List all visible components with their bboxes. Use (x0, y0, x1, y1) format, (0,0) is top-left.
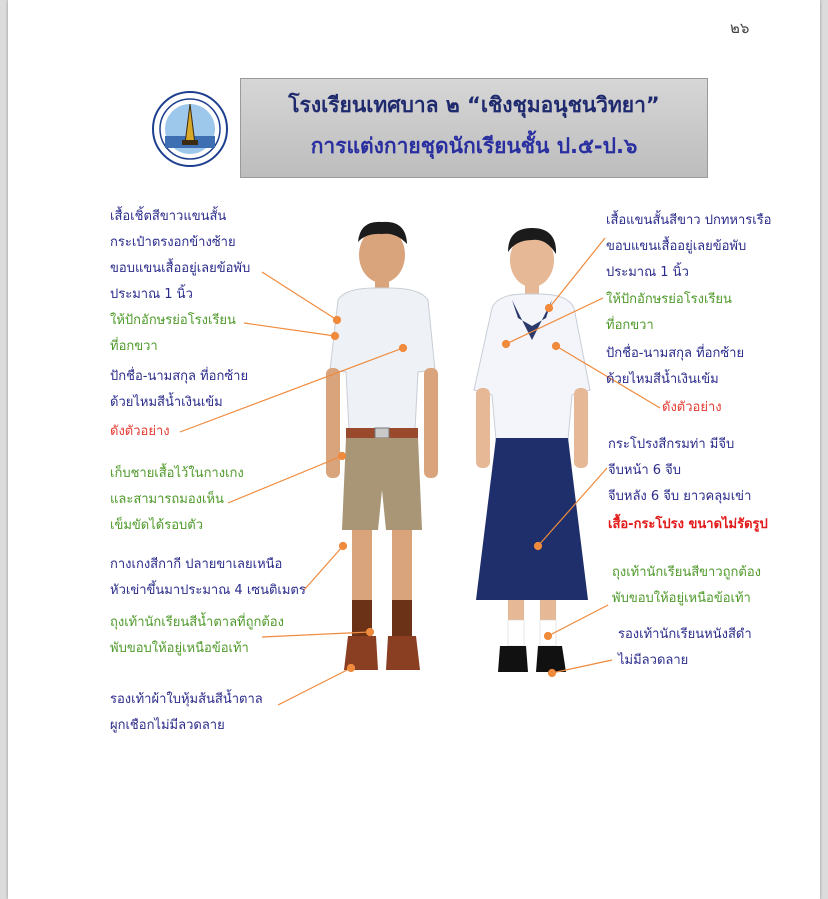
girl-emblem-note (606, 287, 732, 339)
note-line: ขอบแขนเสื้ออยู่เลยข้อพับ (606, 239, 747, 254)
note-line: ผูกเชือกไม่มีลวดลาย (110, 718, 225, 733)
note-line: ประมาณ 1 นิ้ว (110, 287, 193, 302)
note-line: ให้ปักอักษรย่อโรงเรียน (110, 313, 236, 328)
note-line: ถุงเท้านักเรียนสีน้ำตาลที่ถูกต้อง (110, 615, 284, 630)
boy-belt-note (110, 461, 244, 539)
note-line: ด้วยไหมสีน้ำเงินเข้ม (110, 395, 223, 410)
girl-blouse-note (606, 208, 772, 286)
boy-socks-note (110, 610, 284, 662)
note-line: ที่อกขวา (606, 318, 654, 333)
note-line: กางเกงสีกากี ปลายขาเลยเหนือ (110, 557, 283, 572)
note-line: ให้ปักอักษรย่อโรงเรียน (606, 292, 732, 307)
note-line: ด้วยไหมสีน้ำเงินเข้ม (606, 372, 719, 387)
boy-shirt-note (110, 204, 250, 308)
note-line: เก็บชายเสื้อไว้ในกางเกง (110, 466, 244, 481)
note-line: ที่อกขวา (110, 339, 158, 354)
boy-emblem-note (110, 308, 236, 360)
girl-example-note: ดังตัวอย่าง (662, 400, 722, 415)
note-line: เข็มขัดได้รอบตัว (110, 518, 203, 533)
girl-shoes-note (618, 622, 752, 674)
note-line: ขอบแขนเสื้ออยู่เลยข้อพับ (110, 261, 251, 276)
page-number: ๒๖ (730, 19, 750, 37)
note-line: กระเป๋าตรงอกข้างซ้าย (110, 235, 236, 250)
note-line: รองเท้านักเรียนหนังสีดำ (618, 627, 752, 642)
note-line: เสื้อแขนสั้นสีขาว ปกทหารเรือ (606, 213, 772, 228)
note-line: พับขอบให้อยู่เหนือข้อเท้า (612, 591, 751, 606)
school-name-heading: โรงเรียนเทศบาล ๒ “เชิงชุมอนุชนวิทยา” (288, 93, 660, 117)
note-line: ไม่มีลวดลาย (618, 653, 689, 668)
note-line: ปักชื่อ-นามสกุล ที่อกซ้าย (606, 346, 745, 361)
boy-example-note: ดังตัวอย่าง (110, 424, 170, 439)
boy-shorts-note (110, 552, 306, 604)
note-line: เสื้อเชิ้ตสีขาวแขนสั้น (110, 209, 227, 224)
uniform-subtitle-heading: การแต่งกายชุดนักเรียนชั้น ป.๕-ป.๖ (310, 134, 638, 158)
girl-skirt-note (608, 432, 751, 510)
note-line: และสามารถมองเห็น (110, 492, 224, 507)
note-line: จีบหน้า 6 จีบ (608, 463, 682, 478)
note-line: พับขอบให้อยู่เหนือข้อเท้า (110, 641, 249, 656)
note-line: จีบหลัง 6 จีบ ยาวคลุมเข่า (608, 489, 752, 504)
note-line: ปักชื่อ-นามสกุล ที่อกซ้าย (110, 369, 249, 384)
note-line: รองเท้าผ้าใบหุ้มส้นสีน้ำตาล (110, 692, 263, 707)
girl-name-note (606, 341, 744, 393)
girl-socks-note (612, 560, 761, 612)
note-line: ประมาณ 1 นิ้ว (606, 265, 689, 280)
boy-shoes-note (110, 687, 263, 739)
note-line: กระโปรงสีกรมท่า มีจีบ (608, 437, 735, 452)
note-line: ถุงเท้านักเรียนสีขาวถูกต้อง (612, 565, 761, 580)
boy-name-note (110, 364, 248, 416)
girl-fit-rule-note: เสื้อ-กระโปรง ขนาดไม่รัดรูป (608, 517, 768, 532)
note-line: หัวเข่าขึ้นมาประมาณ 4 เซนติเมตร (110, 583, 306, 598)
